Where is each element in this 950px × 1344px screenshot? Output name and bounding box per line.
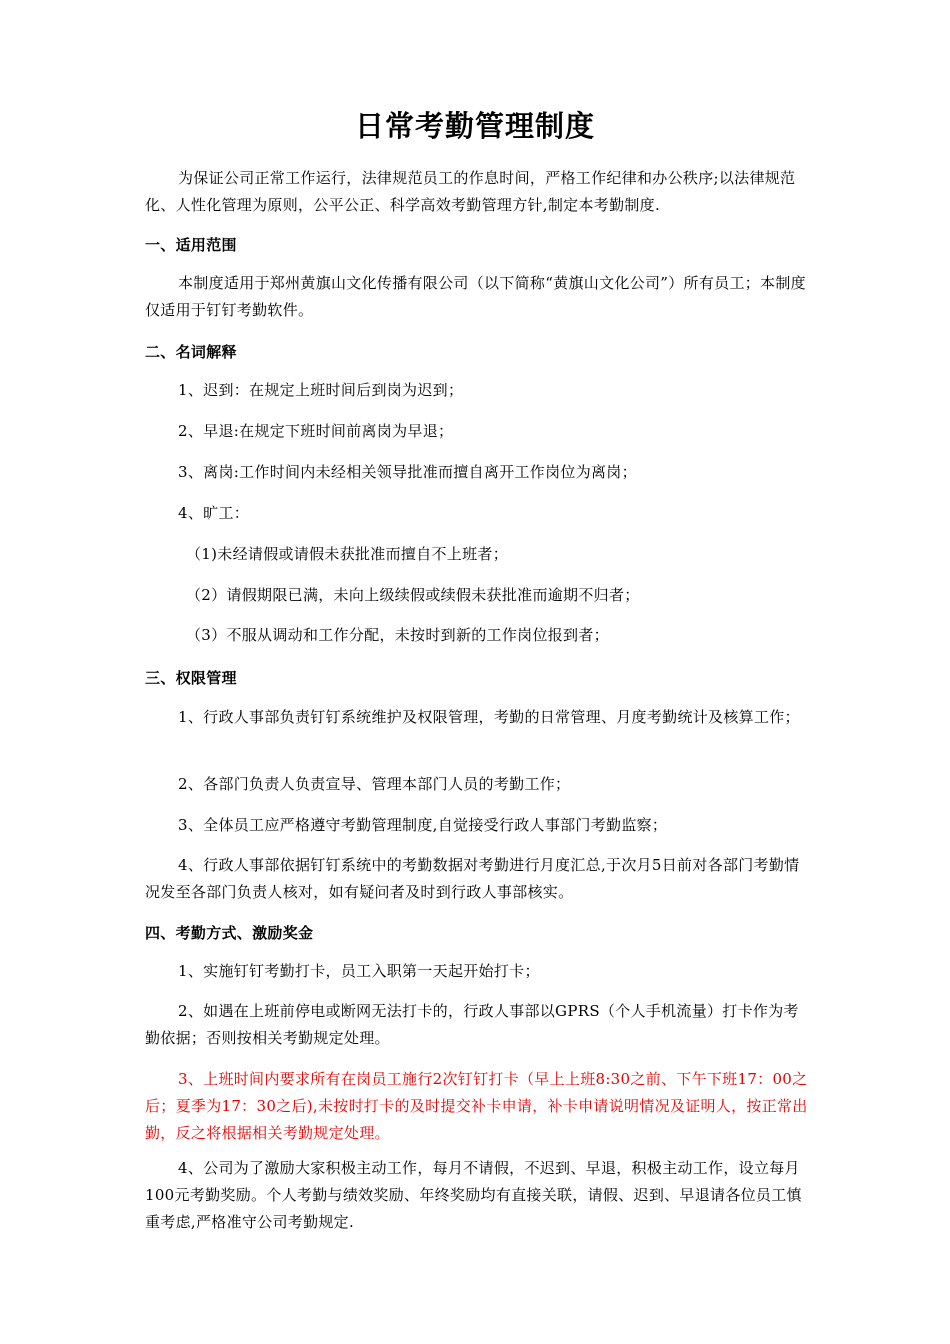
definition-item: 3、离岗:工作时间内未经相关领导批准而擅自离开工作岗位为离岗； xyxy=(178,463,637,481)
definition-subitem: （1)未经请假或请假未获批准而擅自不上班者； xyxy=(186,545,508,563)
definition-subitem: （3）不服从调动和工作分配，未按时到新的工作岗位报到者； xyxy=(186,626,609,644)
section-heading-attendance-method: 四、考勤方式、激励奖金 xyxy=(145,924,314,942)
permission-paragraph: 3、全体员工应严格遵守考勤管理制度,自觉接受行政人事部门考勤监察； xyxy=(178,816,668,834)
definition-item: 4、旷工： xyxy=(178,504,250,522)
attendance-paragraph: 2、如遇在上班前停电或断网无法打卡的，行政人事部以GPRS（个人手机流量）打卡作为考勤依据；否则按相关考勤规定处理。 xyxy=(145,1002,799,1047)
attendance-paragraph: 4、公司为了激励大家积极主动工作，每月不请假，不迟到、早退，积极主动工作，设立每月100元考勤奖励。个人考勤与绩效奖励、年终奖励均有直接关联，请假、迟到、早退请各位员工慎重考虑,严格准守公司考勤规定. xyxy=(145,1159,802,1231)
permission-paragraph: 1、行政人事部负责钉钉系统维护及权限管理，考勤的日常管理、月度考勤统计及核算工作； xyxy=(178,708,800,726)
document-title: 日常考勤管理制度 xyxy=(354,109,595,143)
section-heading-definitions: 二、名词解释 xyxy=(145,343,237,361)
section-heading-scope: 一、适用范围 xyxy=(145,236,237,254)
attendance-highlight-paragraph: 3、上班时间内要求所有在岗员工施行2次钉钉打卡（早上上班8:30之前、下午下班17：00之后；夏季为17：30之后),未按时打卡的及时提交补卡申请，补卡申请说明情况及证明人，按正常出勤，反之将根据相关考勤规定处理。 xyxy=(145,1070,808,1142)
scope-paragraph: 本制度适用于郑州黄旗山文化传播有限公司（以下简称“黄旗山文化公司”）所有员工；本制度仅适用于钉钉考勤软件。 xyxy=(145,274,806,319)
intro-paragraph: 为保证公司正常工作运行，法律规范员工的作息时间，严格工作纪律和办公秩序;以法律规范化、人性化管理为原则，公平公正、科学高效考勤管理方针,制定本考勤制度. xyxy=(145,169,796,214)
permission-paragraph: 4、行政人事部依据钉钉系统中的考勤数据对考勤进行月度汇总,于次月5日前对各部门考勤情况发至各部门负责人核对，如有疑问者及时到行政人事部核实。 xyxy=(145,856,800,901)
attendance-paragraph: 1、实施钉钉考勤打卡，员工入职第一天起开始打卡； xyxy=(178,962,540,980)
definition-subitem: （2）请假期限已满，未向上级续假或续假未获批准而逾期不归者； xyxy=(186,586,640,604)
definition-item: 2、早退:在规定下班时间前离岗为早退； xyxy=(178,422,454,440)
permission-paragraph: 2、各部门负责人负责宣导、管理本部门人员的考勤工作； xyxy=(178,775,571,793)
definition-item: 1、迟到：在规定上班时间后到岗为迟到； xyxy=(178,381,464,399)
section-heading-permissions: 三、权限管理 xyxy=(145,669,237,687)
